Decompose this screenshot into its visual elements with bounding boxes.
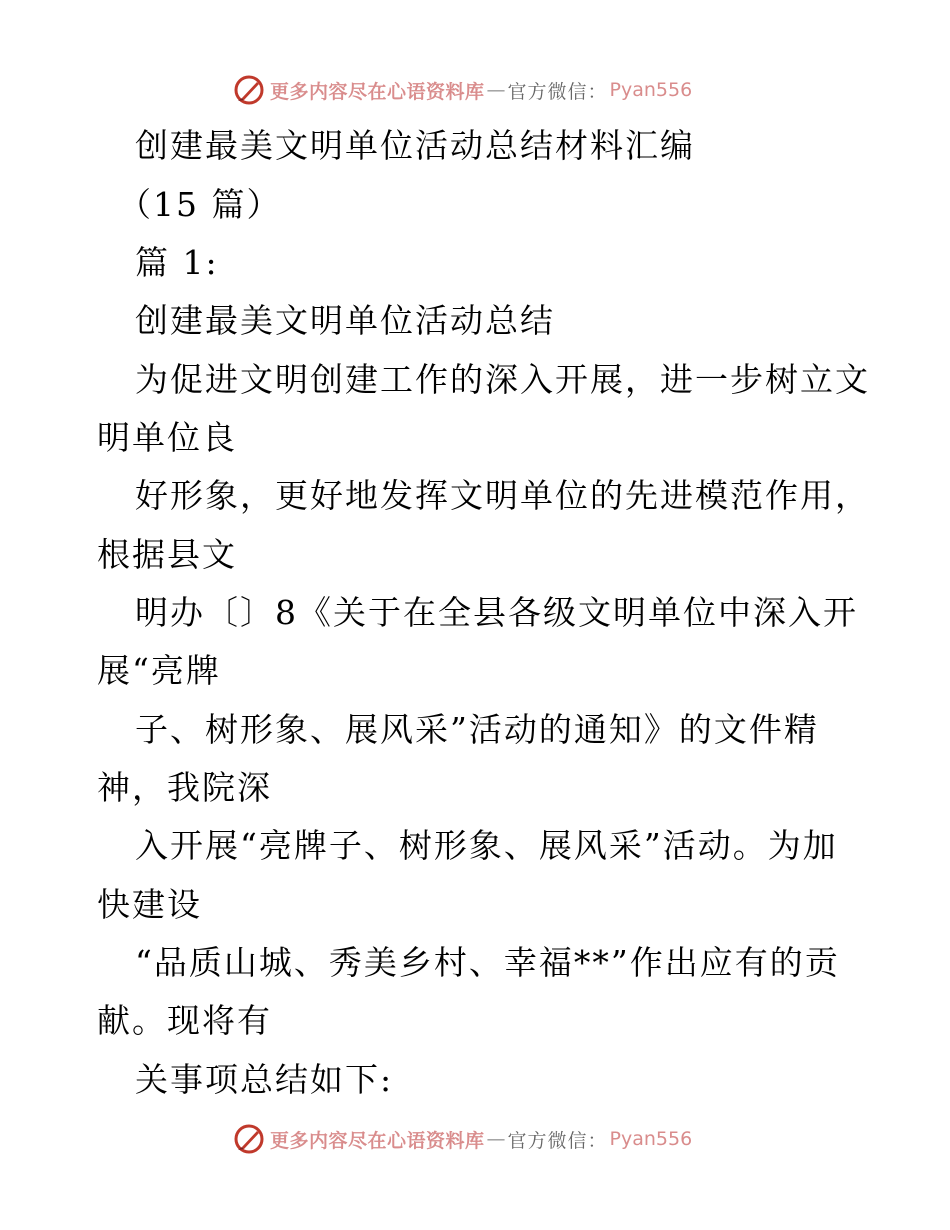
paragraph-line: 神，我院深 bbox=[97, 768, 272, 807]
watermark-wechat-id: Pyan556 bbox=[609, 1128, 693, 1150]
paragraph-line: 入开展“亮牌子、树形象、展风采”活动。为加 bbox=[135, 826, 838, 865]
section-label: 篇 1: bbox=[135, 243, 219, 282]
paragraph-line: 快建设 bbox=[97, 885, 202, 924]
document-title: 创建最美文明单位活动总结材料汇编 bbox=[135, 126, 695, 165]
watermark-dash: — bbox=[486, 1128, 506, 1150]
paragraph-line: 关事项总结如下: bbox=[135, 1060, 394, 1099]
document-title-count: （15 篇） bbox=[118, 185, 282, 224]
footer-watermark bbox=[232, 1121, 752, 1157]
paragraph-line: 明办〔〕8《关于在全县各级文明单位中深入开 bbox=[135, 593, 858, 632]
paragraph-line: 好形象，更好地发挥文明单位的先进模范作用， bbox=[135, 476, 870, 515]
watermark-wechat-label: 官方微信： bbox=[507, 80, 608, 103]
watermark-dash: — bbox=[486, 79, 506, 101]
watermark-text: 更多内容尽在心语资料库 bbox=[270, 80, 485, 103]
pen-quill-circle-icon bbox=[232, 1122, 266, 1156]
paragraph-line: 为促进文明创建工作的深入开展，进一步树立文 bbox=[135, 360, 870, 399]
watermark-wechat-id: Pyan556 bbox=[609, 79, 693, 101]
paragraph-line: 展“亮牌 bbox=[97, 651, 221, 690]
paragraph-line: 子、树形象、展风采”活动的通知》的文件精 bbox=[135, 710, 819, 749]
pen-quill-circle-icon bbox=[232, 73, 266, 107]
section-title: 创建最美文明单位活动总结 bbox=[135, 301, 555, 340]
watermark-text: 更多内容尽在心语资料库 bbox=[270, 1129, 485, 1152]
paragraph-line: 根据县文 bbox=[97, 535, 237, 574]
header-watermark bbox=[232, 72, 752, 108]
paragraph-line: 明单位良 bbox=[97, 418, 237, 457]
paragraph-line: 献。现将有 bbox=[97, 1001, 272, 1040]
watermark-wechat-label: 官方微信： bbox=[507, 1129, 608, 1152]
paragraph-line: “品质山城、秀美乡村、幸福**”作出应有的贡 bbox=[135, 943, 840, 982]
